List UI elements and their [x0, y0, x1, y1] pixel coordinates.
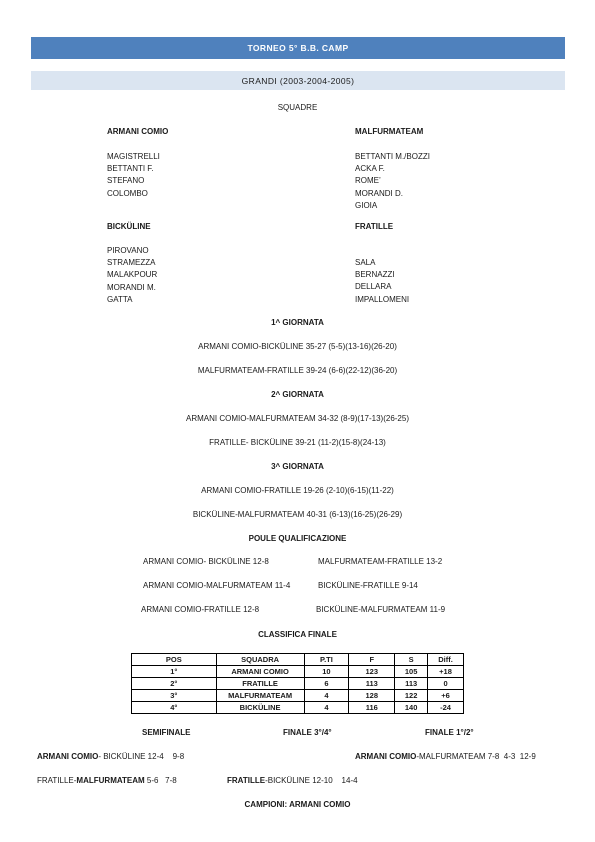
poule-match: ARMANI COMIO-FRATILLE 12-8: [141, 605, 260, 614]
winner-team: MALFURMATEAM: [76, 776, 145, 785]
team-name: ARMANI COMIO: [107, 127, 169, 136]
table-cell: BICKÜLINE: [216, 702, 304, 714]
table-cell: ARMANI COMIO: [216, 666, 304, 678]
poule-match: ARMANI COMIO- BICKÜLINE 12-8: [143, 557, 269, 566]
table-cell: 0: [428, 678, 464, 690]
player-name: GIOIA: [355, 200, 378, 210]
column-header: Diff.: [428, 654, 464, 666]
match-result: MALFURMATEAM-FRATILLE 39-24 (6-6)(22-12)(36-20): [197, 366, 398, 375]
player-name: PIROVANO: [107, 246, 149, 255]
table-row: [132, 666, 464, 678]
tournament-title: TORNEO 5° B.B. CAMP: [247, 43, 349, 53]
finale-1-2-heading: FINALE 1°/2°: [425, 728, 474, 737]
team-player-list: [355, 151, 430, 212]
table-cell: 3°: [132, 690, 217, 702]
table-cell: +6: [428, 690, 464, 702]
player-name: DELLARA: [355, 282, 392, 292]
giornata-heading: 2^ GIORNATA: [271, 390, 324, 399]
result-text: -BICKÜLINE 12-10 14-4: [265, 776, 358, 785]
column-header: F: [349, 654, 395, 666]
player-name: STRAMEZZA: [107, 258, 156, 268]
result-text: 5-6 7-8: [144, 776, 177, 785]
team-name: MALFURMATEAM: [355, 127, 424, 136]
giornata-heading: 1^ GIORNATA: [271, 318, 324, 327]
player-name: BETTANTI M./BOZZI: [355, 152, 430, 161]
category-title: GRANDI (2003-2004-2005): [241, 75, 355, 86]
match-result: ARMANI COMIO-BICKÜLINE 35-27 (5-5)(13-16)(26-20): [198, 342, 397, 351]
table-cell: FRATILLE: [216, 678, 304, 690]
team-player-list: [107, 245, 157, 306]
player-name: GATTA: [107, 294, 133, 304]
table-cell: +18: [428, 666, 464, 678]
team-name: FRATILLE: [355, 222, 394, 231]
final-1-2-result: [355, 752, 536, 761]
table-cell: 123: [349, 666, 395, 678]
player-name: STEFANO: [107, 176, 145, 186]
result-text: -MALFURMATEAM 7-8 4-3 12-9: [416, 752, 536, 761]
player-name: MALAKPOUR: [107, 270, 158, 280]
table-row: [132, 678, 464, 690]
giornata-heading: 3^ GIORNATA: [271, 462, 324, 471]
category-banner: [31, 71, 565, 90]
poule-match: ARMANI COMIO-MALFURMATEAM 11-4: [143, 581, 291, 590]
column-header: POS: [132, 654, 217, 666]
poule-heading: POULE QUALIFICAZIONE: [248, 534, 347, 543]
table-cell: MALFURMATEAM: [216, 690, 304, 702]
player-name: MORANDI D.: [355, 188, 403, 198]
column-header: S: [395, 654, 428, 666]
player-name: ROME’: [355, 176, 381, 186]
table-cell: 128: [349, 690, 395, 702]
table-header-row: [132, 654, 464, 666]
table-cell: 122: [395, 690, 428, 702]
result-text: FRATILLE-: [37, 776, 77, 785]
player-name: MORANDI M.: [107, 282, 156, 292]
poule-match: BICKÜLINE-FRATILLE 9-14: [318, 581, 418, 590]
winner-team: ARMANI COMIO: [355, 752, 417, 761]
column-header: SQUADRA: [216, 654, 304, 666]
table-cell: 113: [395, 678, 428, 690]
player-name: SALA: [355, 258, 376, 267]
table-cell: 113: [349, 678, 395, 690]
winner-team: ARMANI COMIO: [37, 752, 99, 761]
table-cell: 4°: [132, 702, 217, 714]
table-cell: -24: [428, 702, 464, 714]
table-cell: 2°: [132, 678, 217, 690]
table-cell: 10: [304, 666, 349, 678]
finale-3-4-heading: FINALE 3°/4°: [283, 728, 332, 737]
table-cell: 105: [395, 666, 428, 678]
table-cell: 4: [304, 690, 349, 702]
player-name: BETTANTI F.: [107, 164, 154, 174]
squadre-heading: SQUADRE: [277, 103, 318, 112]
table-row: [132, 690, 464, 702]
table-cell: 4: [304, 702, 349, 714]
player-name: COLOMBO: [107, 188, 148, 198]
player-name: IMPALLOMENI: [355, 294, 410, 304]
semifinale-heading: SEMIFINALE: [142, 728, 191, 737]
player-name: BERNAZZI: [355, 270, 395, 280]
team-name: BICKÜLINE: [107, 222, 151, 231]
champions-line: CAMPIONI: ARMANI COMIO: [244, 800, 351, 809]
player-name: ACKA F.: [355, 164, 385, 174]
match-result: ARMANI COMIO-MALFURMATEAM 34-32 (8-9)(17-13)(26-25): [185, 414, 409, 423]
table-cell: 140: [395, 702, 428, 714]
poule-match: MALFURMATEAM-FRATILLE 13-2: [318, 557, 443, 566]
standings-table: [131, 653, 464, 714]
match-result: ARMANI COMIO-FRATILLE 19-26 (2-10)(6-15)(11-22): [201, 486, 394, 495]
match-result: BICKÜLINE-MALFURMATEAM 40-31 (6-13)(16-25)(26-29): [192, 510, 403, 519]
team-player-list: [107, 151, 160, 200]
table-row: [132, 702, 464, 714]
table-cell: 6: [304, 678, 349, 690]
column-header: P.TI: [304, 654, 349, 666]
winner-team: FRATILLE: [227, 776, 266, 785]
table-cell: 116: [349, 702, 395, 714]
result-text: - BICKÜLINE 12-4 9-8: [98, 752, 185, 761]
final-3-4-result: [227, 776, 358, 785]
semifinal-2-result: [37, 776, 177, 785]
poule-match: BICKÜLINE-MALFURMATEAM 11-9: [316, 605, 446, 614]
semifinal-1-result: [37, 752, 184, 761]
team-player-list: [355, 257, 409, 306]
match-result: FRATILLE- BICKÜLINE 39-21 (11-2)(15-8)(24-13): [209, 438, 386, 447]
player-name: MAGISTRELLI: [107, 152, 160, 161]
tournament-title-banner: [31, 37, 565, 59]
table-cell: 1°: [132, 666, 217, 678]
classifica-heading: CLASSIFICA FINALE: [258, 630, 337, 639]
